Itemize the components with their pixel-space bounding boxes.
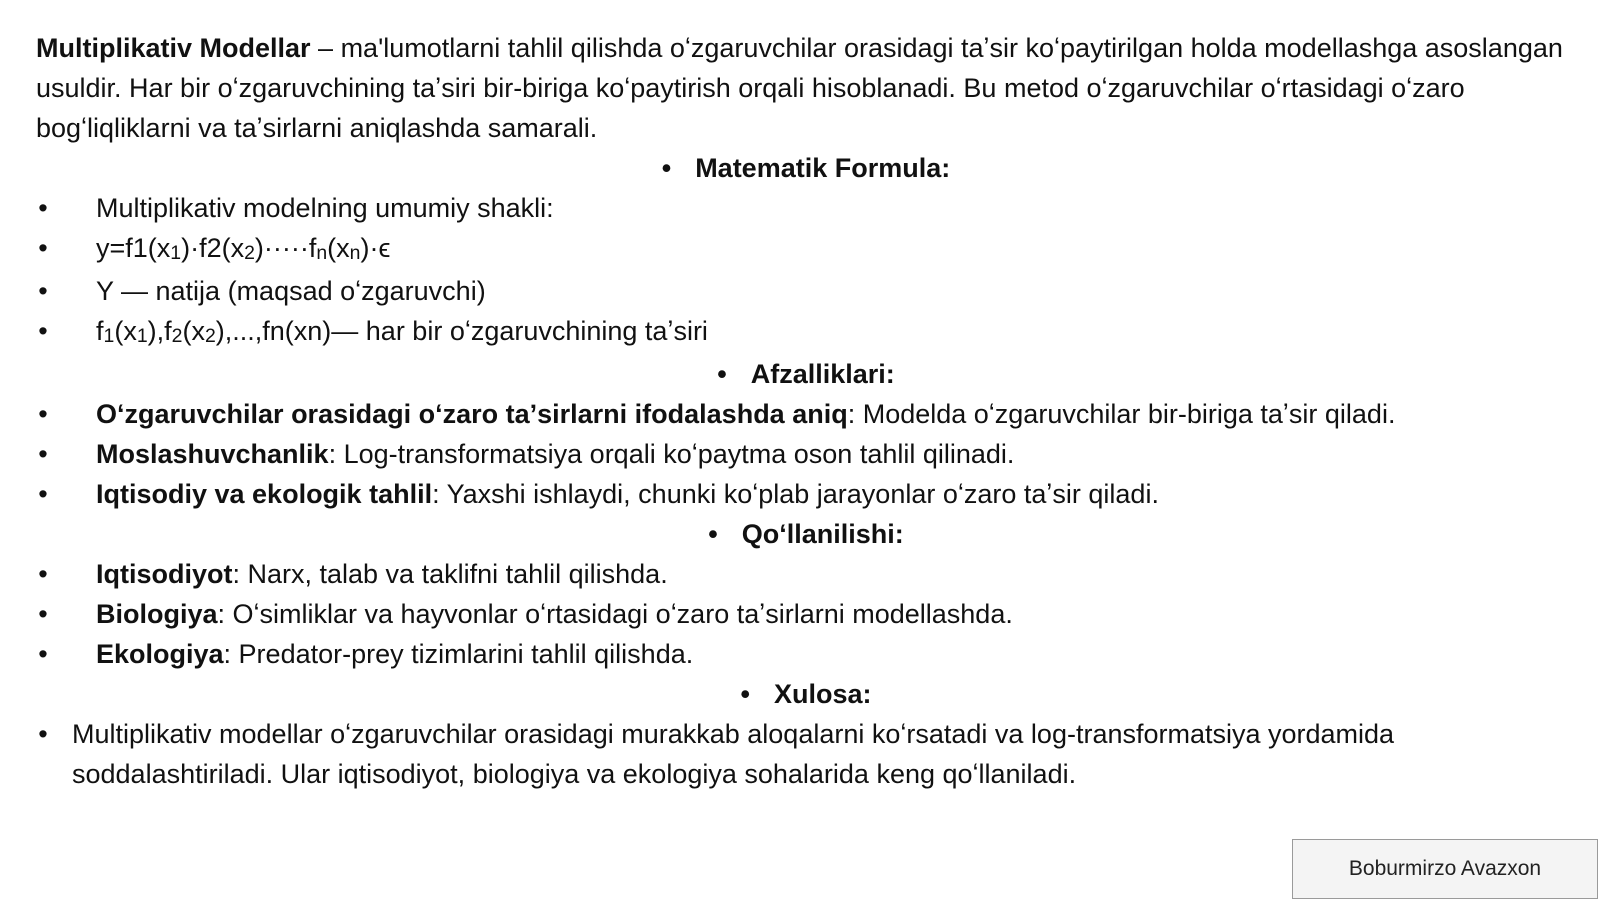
intro-text: – ma'lumotlarni tahlil qilishda oʻzgaruvchilar orasidagi taʼsir koʻpaytirilgan holda modellashga asoslangan usuldir. Har bir oʻzgaruvchining taʼsiri bir-biriga koʻpaytirish orqali hisoblanadi. Bu metod oʻzgaruvchilar oʻrtasidagi oʻzaro bogʻliqliklarni va taʼsirlarni aniqlashda samarali.: [36, 33, 1563, 143]
advantages-list: [36, 394, 1576, 514]
item-description: : Yaxshi ishlaydi, chunki koʻplab jarayonlar oʻzaro taʼsir qiladi.: [432, 479, 1159, 509]
section-heading-applications: [36, 514, 1576, 554]
item-description: : Narx, talab va taklifni tahlil qilishda.: [232, 559, 668, 589]
formula-general-form: Multiplikativ modelning umumiy shakli:: [96, 193, 554, 223]
list-item: [36, 271, 1576, 311]
bullet: •: [38, 599, 48, 629]
list-item: [36, 311, 1576, 354]
section-heading-applications-text: Qoʻllanilishi:: [741, 519, 904, 549]
bullet: •: [38, 479, 48, 509]
item-description: : Predator-prey tizimlarini tahlil qilishda.: [223, 639, 694, 669]
section-heading-conclusion-text: Xulosa:: [773, 679, 872, 709]
list-item: [36, 394, 1576, 434]
formula-y-definition: Y — natija (maqsad oʻzgaruvchi): [96, 276, 486, 306]
bullet: •: [38, 439, 48, 469]
bullet: •: [38, 276, 48, 306]
conclusion-list: [36, 714, 1576, 794]
heading-bullet: •: [708, 519, 718, 549]
bullet: •: [38, 639, 48, 669]
list-item: [36, 188, 1576, 228]
formula-equation: $y=f1(x_1)\cdot f2(x_2)\cdot\cdot\cdot\cdot\cdot f_n(x_n)\cdot\epsilon$: [96, 233, 391, 264]
section-heading-formula-text: Matematik Formula:: [695, 153, 951, 183]
slide-content: [36, 28, 1576, 794]
list-item: [36, 714, 1576, 794]
item-description: : Modelda oʻzgaruvchilar bir-biriga taʼsir qiladi.: [847, 399, 1396, 429]
section-heading-formula: [36, 148, 1576, 188]
section-heading-conclusion: [36, 674, 1576, 714]
author-label: Boburmirzo Avazxon: [1292, 839, 1598, 899]
item-term: Iqtisodiyot: [96, 559, 233, 589]
bullet: •: [38, 559, 48, 589]
bullet: •: [38, 193, 48, 223]
intro-paragraph: [36, 28, 1576, 148]
list-item: [36, 228, 1576, 271]
list-item: [36, 434, 1576, 474]
item-term: Iqtisodiy va ekologik tahlil: [96, 479, 433, 509]
item-description: : Oʻsimliklar va hayvonlar oʻrtasidagi oʻzaro taʼsirlarni modellashda.: [217, 599, 1013, 629]
intro-title: Multiplikativ Modellar: [36, 33, 311, 63]
bullet: •: [38, 719, 48, 749]
list-item: [36, 474, 1576, 514]
applications-list: [36, 554, 1576, 674]
list-item: [36, 594, 1576, 634]
bullet: •: [38, 233, 48, 263]
item-description: : Log-transformatsiya orqali koʻpaytma oson tahlil qilinadi.: [328, 439, 1015, 469]
item-term: Moslashuvchanlik: [96, 439, 329, 469]
bullet: •: [38, 399, 48, 429]
list-item: [36, 554, 1576, 594]
item-term: Ekologiya: [96, 639, 224, 669]
formula-f-definition: $f_1(x_1),f_2(x_2),...,fn(xn)—$ har bir oʻzgaruvchining taʼsiri: [96, 316, 708, 347]
item-term: Biologiya: [96, 599, 218, 629]
bullet: •: [38, 316, 48, 346]
heading-bullet: •: [717, 359, 727, 389]
heading-bullet: •: [661, 153, 672, 183]
conclusion-text: Multiplikativ modellar oʻzgaruvchilar orasidagi murakkab aloqalarni koʻrsatadi va log-transformatsiya yordamida soddalashtiriladi. Ular iqtisodiyot, biologiya va ekologiya sohalarida keng qoʻllaniladi.: [72, 719, 1395, 789]
section-heading-advantages: [36, 354, 1576, 394]
item-term: Oʻzgaruvchilar orasidagi oʻzaro taʼsirlarni ifodalashda aniq: [96, 399, 848, 429]
section-heading-advantages-text: Afzalliklari:: [750, 359, 895, 389]
list-item: [36, 634, 1576, 674]
heading-bullet: •: [740, 679, 750, 709]
formula-list: [36, 188, 1576, 354]
